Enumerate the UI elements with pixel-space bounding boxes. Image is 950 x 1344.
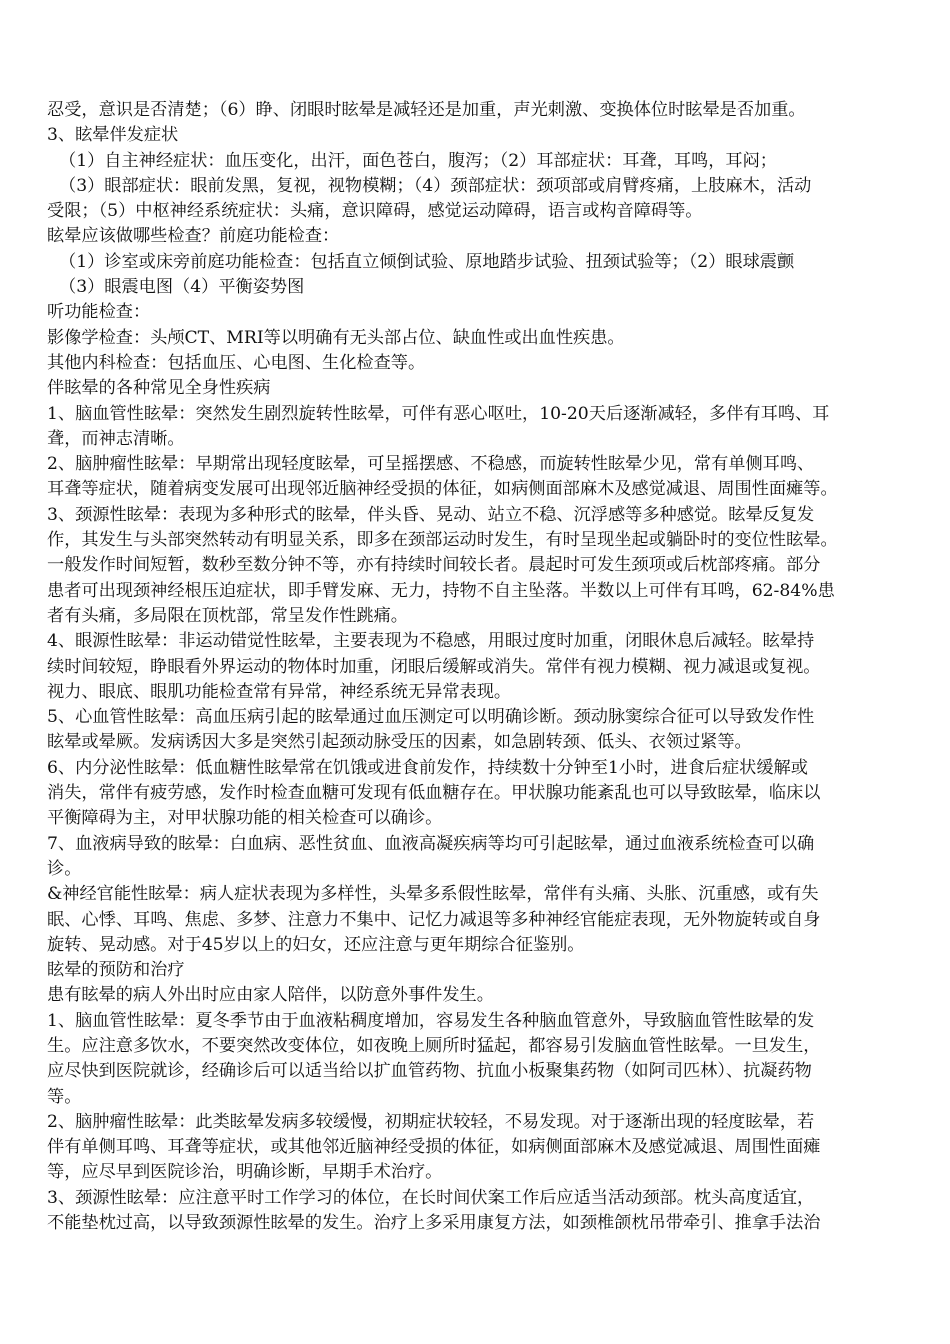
text-line: 1、脑血管性眩晕：夏冬季节由于血液粘稠度增加，容易发生各种脑血管意外，导致脑血管性眩晕的发 [47, 1010, 815, 1031]
section-heading-prevention-treatment: 眩晕的预防和治疗 [47, 960, 185, 981]
text-line: 受限；（5）中枢神经系统症状：头痛，意识障碍，感觉运动障碍，语言或构音障碍等。 [47, 201, 703, 222]
section-heading-systemic-diseases: 伴眩晕的各种常见全身性疾病 [47, 378, 271, 399]
text-line: 不能垫枕过高，以导致颈源性眩晕的发生。治疗上多采用康复方法，如颈椎颌枕吊带牵引、推拿手法治 [47, 1213, 821, 1234]
text-line: 2、脑肿瘤性眩晕：早期常出现轻度眩晕，可呈摇摆感、不稳感，而旋转性眩晕少见，常有单侧耳鸣、 [47, 454, 815, 475]
text-line: 旋转、晃动感。对于45岁以上的妇女，还应注意与更年期综合征鉴别。 [47, 934, 585, 955]
text-line: 眩晕或晕厥。发病诱因大多是突然引起颈动脉受压的因素，如急剧转颈、低头、衣领过紧等。 [47, 732, 752, 753]
text-line: 应尽快到医院就诊，经确诊后可以适当给以扩血管药物、抗血小板聚集药物（如阿司匹林）、抗凝药物 [47, 1061, 812, 1082]
text-line: 聋，而神志清晰。 [47, 428, 185, 449]
section-heading-examinations: 眩晕应该做哪些检查？前庭功能检查： [47, 226, 340, 247]
text-line: 消失，常伴有疲劳感，发作时检查血糖可发现有低血糖存在。甲状腺功能紊乱也可以导致眩晕，临床以 [47, 783, 821, 804]
text-line: 等，应尽早到医院诊治，明确诊断，早期手术治疗。 [47, 1162, 443, 1183]
text-line: （1）自主神经症状：血压变化，出汗，面色苍白，腹泻；（2）耳部症状：耳聋，耳鸣，耳闷； [59, 150, 777, 171]
text-line: 7、血液病导致的眩晕：白血病、恶性贫血、血液高凝疾病等均可引起眩晕，通过血液系统检查可以确 [47, 833, 815, 854]
text-line: 影像学检查：头颅CT、MRI等以明确有无头部占位、缺血性或出血性疾患。 [47, 327, 625, 348]
section-heading-accompanying-symptoms: 3、眩晕伴发症状 [47, 125, 179, 146]
text-line: （3）眼震电图（4）平衡姿势图 [59, 277, 305, 298]
text-line: 眠、心悸、耳鸣、焦虑、多梦、注意力不集中、记忆力减退等多种神经官能症表现，无外物旋转或自身 [47, 909, 821, 930]
text-line: 伴有单侧耳鸣、耳聋等症状，或其他邻近脑神经受损的体征，如病侧面部麻木及感觉减退、周围性面瘫 [47, 1137, 821, 1158]
text-line: 6、内分泌性眩晕：低血糖性眩晕常在饥饿或进食前发作，持续数十分钟至1小时，进食后症状缓解或 [47, 757, 808, 778]
text-line: 等。 [47, 1086, 82, 1107]
text-line: 听功能检查： [47, 302, 151, 323]
text-line: 2、脑肿瘤性眩晕：此类眩晕发病多较缓慢，初期症状较轻，不易发现。对于逐渐出现的轻度眩晕，若 [47, 1111, 815, 1132]
text-line: 4、眼源性眩晕：非运动错觉性眩晕，主要表现为不稳感，用眼过度时加重，闭眼休息后减轻。眩晕持 [47, 631, 815, 652]
text-line: 生。应注意多饮水，不要突然改变体位，如夜晚上厕所时猛起，都容易引发脑血管性眩晕。一旦发生， [47, 1035, 821, 1056]
text-line: 3、颈源性眩晕：应注意平时工作学习的体位，在长时间伏案工作后应适当活动颈部。枕头高度适宜， [47, 1187, 815, 1208]
text-line: &神经官能性眩晕：病人症状表现为多样性，头晕多系假性眩晕，常伴有头痛、头胀、沉重感，或有失 [47, 884, 819, 905]
text-line: 一般发作时间短暂，数秒至数分钟不等，亦有持续时间较长者。晨起时可发生颈项或后枕部疼痛。部分 [47, 555, 821, 576]
text-line: （1）诊室或床旁前庭功能检查：包括直立倾倒试验、原地踏步试验、扭颈试验等；（2）眼球震颤 [59, 251, 795, 272]
text-line: 其他内科检查：包括血压、心电图、生化检查等。 [47, 352, 426, 373]
text-line: 续时间较短，睁眼看外界运动的物体时加重，闭眼后缓解或消失。常伴有视力模糊、视力减退或复视。 [47, 656, 821, 677]
text-line: 患有眩晕的病人外出时应由家人陪伴，以防意外事件发生。 [47, 985, 494, 1006]
text-line: 平衡障碍为主，对甲状腺功能的相关检查可以确诊。 [47, 808, 443, 829]
text-line: 1、脑血管性眩晕：突然发生剧烈旋转性眩晕，可伴有恶心呕吐，10-20天后逐渐减轻，多伴有耳鸣、耳 [47, 403, 830, 424]
text-line: 作，其发生与头部突然转动有明显关系，即多在颈部运动时发生，有时呈现坐起或躺卧时的变位性眩晕。 [47, 530, 838, 551]
text-line: 5、心血管性眩晕：高血压病引起的眩晕通过血压测定可以明确诊断。颈动脉窦综合征可以导致发作性 [47, 707, 815, 728]
text-line: 耳聋等症状，随着病变发展可出现邻近脑神经受损的体征，如病侧面部麻木及感觉减退、周围性面瘫等。 [47, 479, 838, 500]
text-line: 忍受，意识是否清楚；（6）睁、闭眼时眩晕是减轻还是加重，声光刺激、变换体位时眩晕是否加重。 [47, 100, 806, 120]
text-line: 患者可出现颈神经根压迫症状，即手臂发麻、无力，持物不自主坠落。半数以上可伴有耳鸣，62-84%患 [47, 580, 835, 601]
text-line: （3）眼部症状：眼前发黑，复视，视物模糊；（4）颈部症状：颈项部或肩臂疼痛，上肢麻木，活动 [59, 175, 812, 196]
text-line: 者有头痛，多局限在顶枕部，常呈发作性跳痛。 [47, 605, 408, 626]
text-line: 3、颈源性眩晕：表现为多种形式的眩晕，伴头昏、晃动、站立不稳、沉浮感等多种感觉。眩晕反复发 [47, 504, 815, 525]
text-line: 视力、眼底、眼肌功能检查常有异常，神经系统无异常表现。 [47, 681, 512, 702]
text-line: 诊。 [47, 858, 82, 879]
